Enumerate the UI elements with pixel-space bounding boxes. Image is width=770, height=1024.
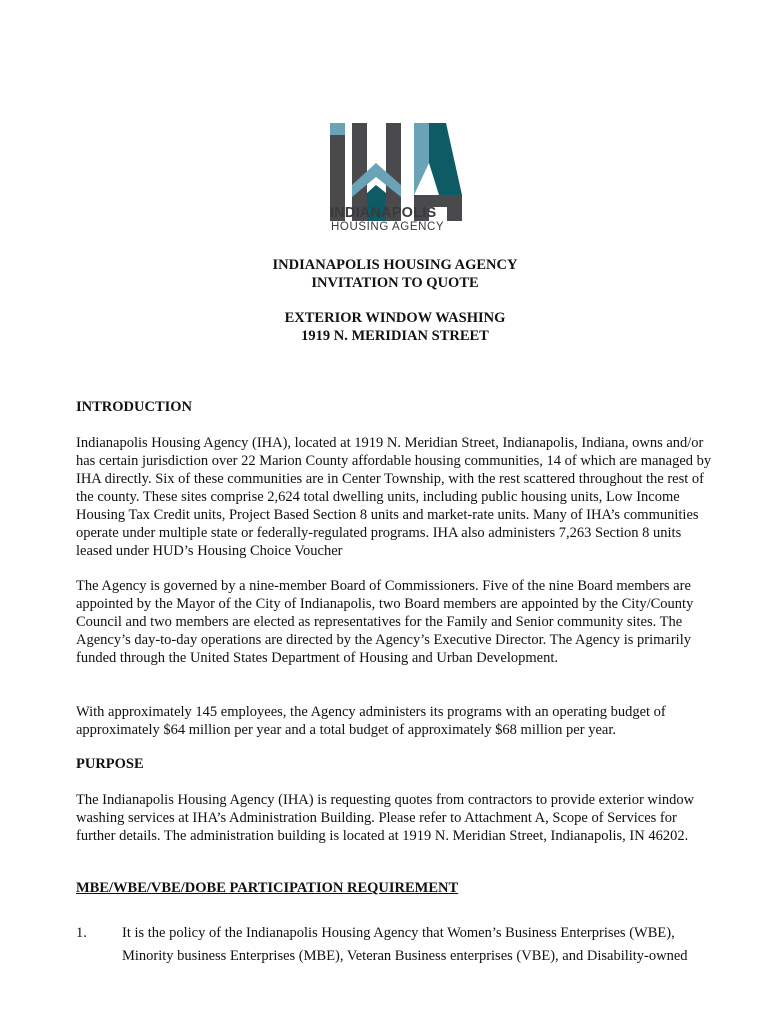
- introduction-paragraph-3: With approximately 145 employees, the Agency administers its programs with an operating budget of approximately $64 million per year and a total budget of approximately $68 million per year.: [76, 704, 666, 738]
- logo-letter-a-leg-right: [447, 207, 462, 221]
- participation-heading: MBE/WBE/VBE/DOBE PARTICIPATION REQUIREMENT: [76, 880, 459, 896]
- header-agency: INDIANAPOLIS HOUSING AGENCY: [272, 257, 518, 273]
- introduction-paragraph-2: The Agency is governed by a nine-member Board of Commissioners. Five of the nine Board members are appointed by the Mayor of the City of Indianapolis, two Board members are appointed by the City/County Council and two members are elected as representatives for the Family and Senior community sites. The Agency’s day-to-day operations are directed by the Agency’s Executive Director. The Agency is primarily funded through the United States Department of Housing and Urban Development.: [76, 578, 694, 666]
- introduction-paragraph-1: Indianapolis Housing Agency (IHA), located at 1919 N. Meridian Street, Indianapolis, Indiana, owns and/or has certain jurisdiction over 22 Marion County affordable housing communities, 14 of which are managed by IHA directly. Six of these communities are in Center Township, with the rest scattered throughout the rest of the county. These sites comprise 2,624 total dwelling units, including public housing units, Low Income Housing Tax Credit units, Project Based Section 8 units and market-rate units. Many of IHA’s communities operate under multiple state or federally-regulated programs. IHA also administers 7,263 Section 8 units leased under HUD’s Housing Choice Voucher: [76, 435, 712, 559]
- header-invitation: INVITATION TO QUOTE: [311, 275, 479, 291]
- header-service: EXTERIOR WINDOW WASHING: [284, 310, 506, 326]
- header-address: 1919 N. MERIDIAN STREET: [301, 328, 489, 344]
- participation-item-text: It is the policy of the Indianapolis Housing Agency that Women’s Business Enterprises (WBE), Minority business Enterprises (MBE), Veteran Business enterprises (VBE), and Disability-owned: [122, 925, 688, 964]
- purpose-heading: PURPOSE: [76, 756, 144, 772]
- logo-letter-a-teal: [429, 123, 462, 195]
- logo-letter-a-light: [414, 123, 429, 195]
- logo-wordmark-line2: HOUSING AGENCY: [331, 221, 445, 233]
- introduction-heading: INTRODUCTION: [76, 399, 193, 415]
- logo-letter-i-light: [330, 123, 345, 135]
- logo-wordmark-line1: INDIANAPOLIS: [330, 205, 437, 221]
- purpose-paragraph: The Indianapolis Housing Agency (IHA) is requesting quotes from contractors to provide exterior window washing services at IHA’s Administration Building. Please refer to Attachment A, Scope of Services for further details. The administration building is located at 1919 N. Meridian Street, Indianapolis, IN 46202.: [76, 792, 695, 844]
- participation-item-number: 1.: [76, 925, 87, 941]
